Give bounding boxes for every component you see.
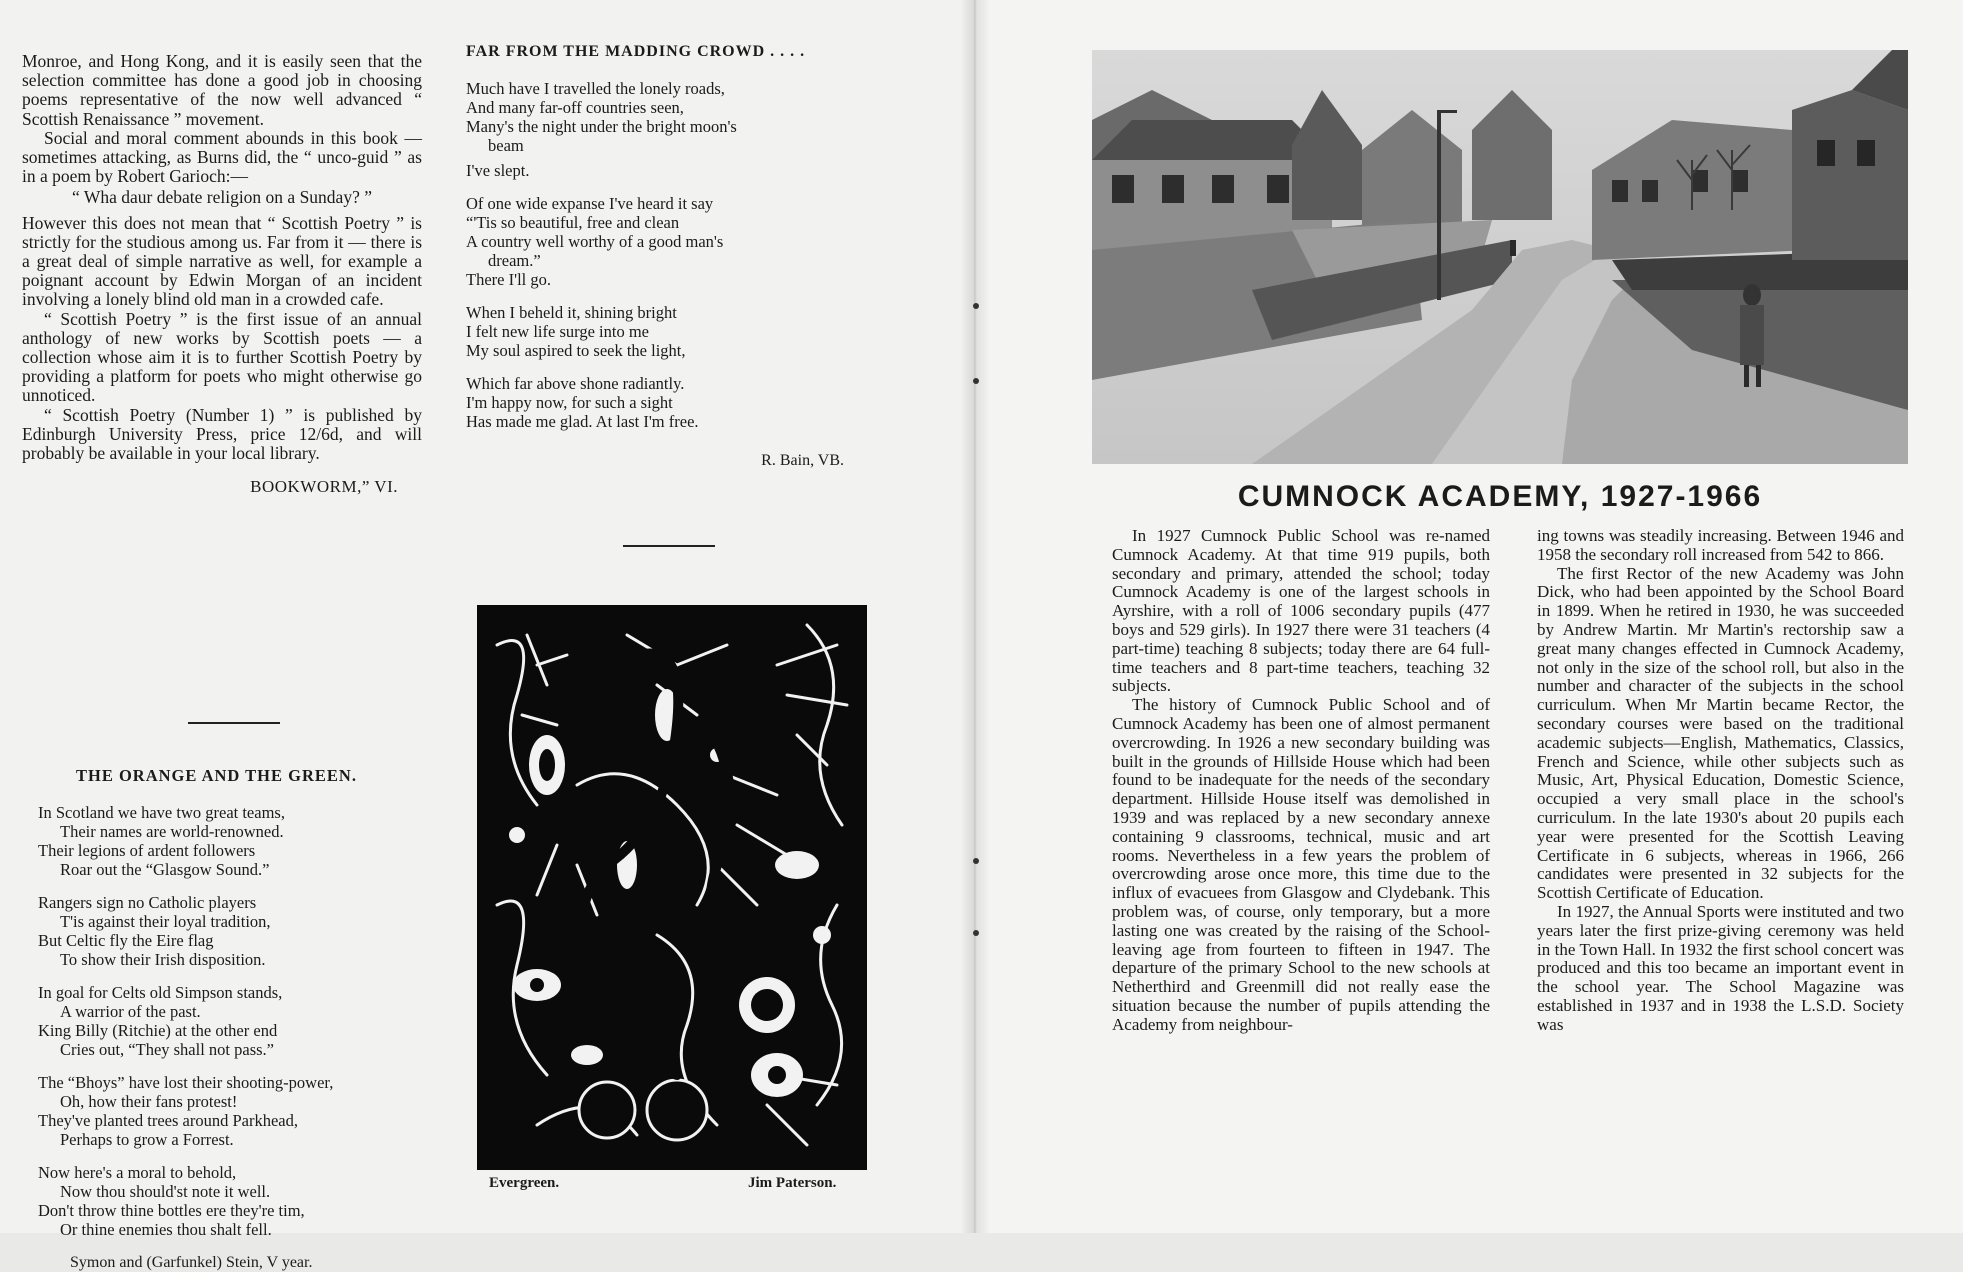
poem-line: When I beheld it, shining bright <box>466 303 677 323</box>
article-paragraph: In 1927 Cumnock Public School was re-named Cumnock Academy. At that time 919 pupils, both secondary and primary, attended the school; today Cumnock Academy is one of the largest schools in Ayrshire, with a roll of 1006 secondary pupils (477 boys and 529 girls). In 1927 there were 31 teachers (4 part-time) teaching 8 subjects; today there are 64 full-time teachers and 8 part-time teachers, teaching 32 subjects. <box>1112 526 1490 696</box>
poem-line: But Celtic fly the Eire flag <box>38 931 214 951</box>
poem-line: Has made me glad. At last I'm free. <box>466 412 699 432</box>
article-column-2 <box>1537 527 1904 1035</box>
divider-rule <box>623 545 715 547</box>
poem-stanza <box>38 983 438 1059</box>
poem-line: King Billy (Ritchie) at the other end <box>38 1021 278 1041</box>
poem-line: Which far above shone radiantly. <box>466 374 685 394</box>
poem-line: The “Bhoys” have lost their shooting-power, <box>38 1073 334 1093</box>
poem-line: beam <box>488 136 524 156</box>
poem-title: THE ORANGE AND THE GREEN. <box>76 766 357 785</box>
poem-line: Their names are world-renowned. <box>60 822 284 842</box>
poem-orange-green <box>38 766 438 1272</box>
poem-line: Now thou should'st note it well. <box>60 1182 271 1202</box>
poem-line: There I'll go. <box>466 270 551 290</box>
poem-line: A country well worthy of a good man's <box>466 232 724 252</box>
poem-line: I've slept. <box>466 161 530 181</box>
review-paragraph: However this does not mean that “ Scottish Poetry ” is strictly for the studious among us. Far from it — there is a great deal of simple narrative as well, for example a poignant account by Edwin Morgan of an incident involving a lonely blind old man in a crowded cafe. <box>22 212 422 310</box>
poem-line: I felt new life surge into me <box>466 322 649 342</box>
poem-line: A warrior of the past. <box>60 1002 201 1022</box>
review-paragraph: “ Scottish Poetry ” is the first issue of an annual anthology of new works by Scottish poets — a collection whose aim it is to further Scottish Poetry by providing a platform for poets who might otherwise go unnoticed. <box>22 308 422 406</box>
article-paragraph: The first Rector of the new Academy was John Dick, who had been appointed by the School Board in 1899. When he retired in 1930, he was succeeded by Andrew Martin. Mr Martin's rectorship saw a great many changes effected in Cumnock Academy, not only in the size of the school roll, but also in the number and character of the subjects in the school curriculum. When Mr Martin became Rector, the secondary courses were based on the traditional academic subjects—English, Mathematics, Classics, French and Science, while other subjects such as Music, Art, Physical Education, Domestic Science, occupied a very small place in the school's curriculum. In the late 1930's about 20 pupils each year were presented for the Scottish Leaving Certificate in 6 subjects, whereas in 1966, 266 candidates were presented in 32 subjects for the Scottish Certificate of Education. <box>1537 563 1904 903</box>
poem-stanza <box>38 1163 438 1239</box>
poem-line: Rangers sign no Catholic players <box>38 893 257 913</box>
staple-hole <box>973 378 979 384</box>
poem-signature: Symon and (Garfunkel) Stein, V year. <box>70 1254 313 1272</box>
review-signature: BOOKWORM,” VI. <box>250 477 398 497</box>
review-quote: “ Wha daur debate religion on a Sunday? ” <box>72 187 372 208</box>
poem-stanza <box>466 303 856 360</box>
poem-stanza <box>466 79 856 180</box>
artwork-artist: Jim Paterson. <box>748 1175 837 1191</box>
poem-line: To show their Irish disposition. <box>60 950 266 970</box>
staple-hole <box>973 858 979 864</box>
staple-hole <box>973 930 979 936</box>
review-paragraph: “ Scottish Poetry (Number 1) ” is published by Edinburgh University Press, price 12/6d, and will probably be available in your local library. <box>22 404 422 464</box>
divider-rule <box>188 722 280 724</box>
poem-line: Their legions of ardent followers <box>38 841 256 861</box>
poem-line: Or thine enemies thou shalt fell. <box>60 1220 272 1240</box>
poem-line: “'Tis so beautiful, free and clean <box>466 213 680 233</box>
poem-stanza <box>38 893 438 969</box>
poem-line: Much have I travelled the lonely roads, <box>466 79 725 99</box>
poem-stanza <box>38 1073 438 1149</box>
poem-line: Now here's a moral to behold, <box>38 1163 237 1183</box>
poem-line: And many far-off countries seen, <box>466 98 684 118</box>
poem-line: Oh, how their fans protest! <box>60 1092 238 1112</box>
poem-stanza <box>466 194 856 289</box>
poem-line: Cries out, “They shall not pass.” <box>60 1040 275 1060</box>
poem-line: In goal for Celts old Simpson stands, <box>38 983 283 1003</box>
review-paragraph: Social and moral comment abounds in this book — sometimes attacking, as Burns did, the “ unco-guid ” as in a poem by Robert Garioch:— <box>22 127 422 187</box>
staple-hole <box>973 303 979 309</box>
article-column-1 <box>1112 527 1490 1035</box>
artwork-title: Evergreen. <box>489 1175 560 1191</box>
linocut-image <box>477 605 867 1170</box>
poem-line: dream.” <box>488 251 541 271</box>
article-paragraph: ing towns was steadily increasing. Between 1946 and 1958 the secondary roll increased from 542 to 866. <box>1537 526 1904 564</box>
street-photo <box>1092 50 1908 464</box>
poem-title: FAR FROM THE MADDING CROWD . . . . <box>466 43 806 60</box>
poem-line: T'is against their loyal tradition, <box>60 912 271 932</box>
review-paragraph: Monroe, and Hong Kong, and it is easily seen that the selection committee has done a good job in choosing poems representative of the now well advanced “ Scottish Renaissance ” movement. <box>22 51 422 129</box>
poem-madding-crowd <box>466 42 856 470</box>
poem-signature: R. Bain, VB. <box>761 452 844 470</box>
academy-photograph <box>1092 50 1908 464</box>
poem-line: Roar out the “Glasgow Sound.” <box>60 860 270 880</box>
poem-line: Perhaps to grow a Forrest. <box>60 1130 234 1150</box>
book-review <box>22 52 422 496</box>
poem-line: Of one wide expanse I've heard it say <box>466 194 714 214</box>
article-title: CUMNOCK ACADEMY, 1927-1966 <box>1237 480 1763 513</box>
poem-line: They've planted trees around Parkhead, <box>38 1111 298 1131</box>
poem-line: In Scotland we have two great teams, <box>38 803 285 823</box>
poem-line: Many's the night under the bright moon's <box>466 117 737 137</box>
poem-stanza <box>466 374 856 431</box>
poem-line: I'm happy now, for such a sight <box>466 393 673 413</box>
gutter-fold <box>960 0 990 1233</box>
article-paragraph: The history of Cumnock Public School and of Cumnock Academy has been one of almost permanent overcrowding. In 1926 a new secondary building was built in the grounds of Hillside House which had been found to be inadequate for the needs of the secondary department. Hillside House itself was demolished in 1939 and was replaced by a new secondary annexe containing 9 classrooms, technical, music and art rooms. Nevertheless in a few years the problem of overcrowding arose once more, this time due to the influx of evacuees from Glasgow and Clydebank. This problem was, of course, only temporary, but a more lasting one was created by the raising of the School-leaving age from fourteen to fifteen in 1947. The departure of the primary School to the new schools at Netherthird and Greenmill did not really ease the situation because the number of pupils attending the Academy from neighbour- <box>1112 695 1490 1034</box>
evergreen-artwork <box>477 605 867 1170</box>
article-paragraph: In 1927, the Annual Sports were instituted and two years later the first prize-giving ceremony was held in the Town Hall. In 1932 the first school concert was produced and this too became an important event in the school year. The School Magazine was established in 1937 and in 1938 the L.S.D. Society was <box>1537 901 1904 1034</box>
poem-line: Don't throw thine bottles ere they're tim, <box>38 1201 305 1221</box>
poem-stanza <box>38 803 438 879</box>
poem-line: My soul aspired to seek the light, <box>466 341 686 361</box>
